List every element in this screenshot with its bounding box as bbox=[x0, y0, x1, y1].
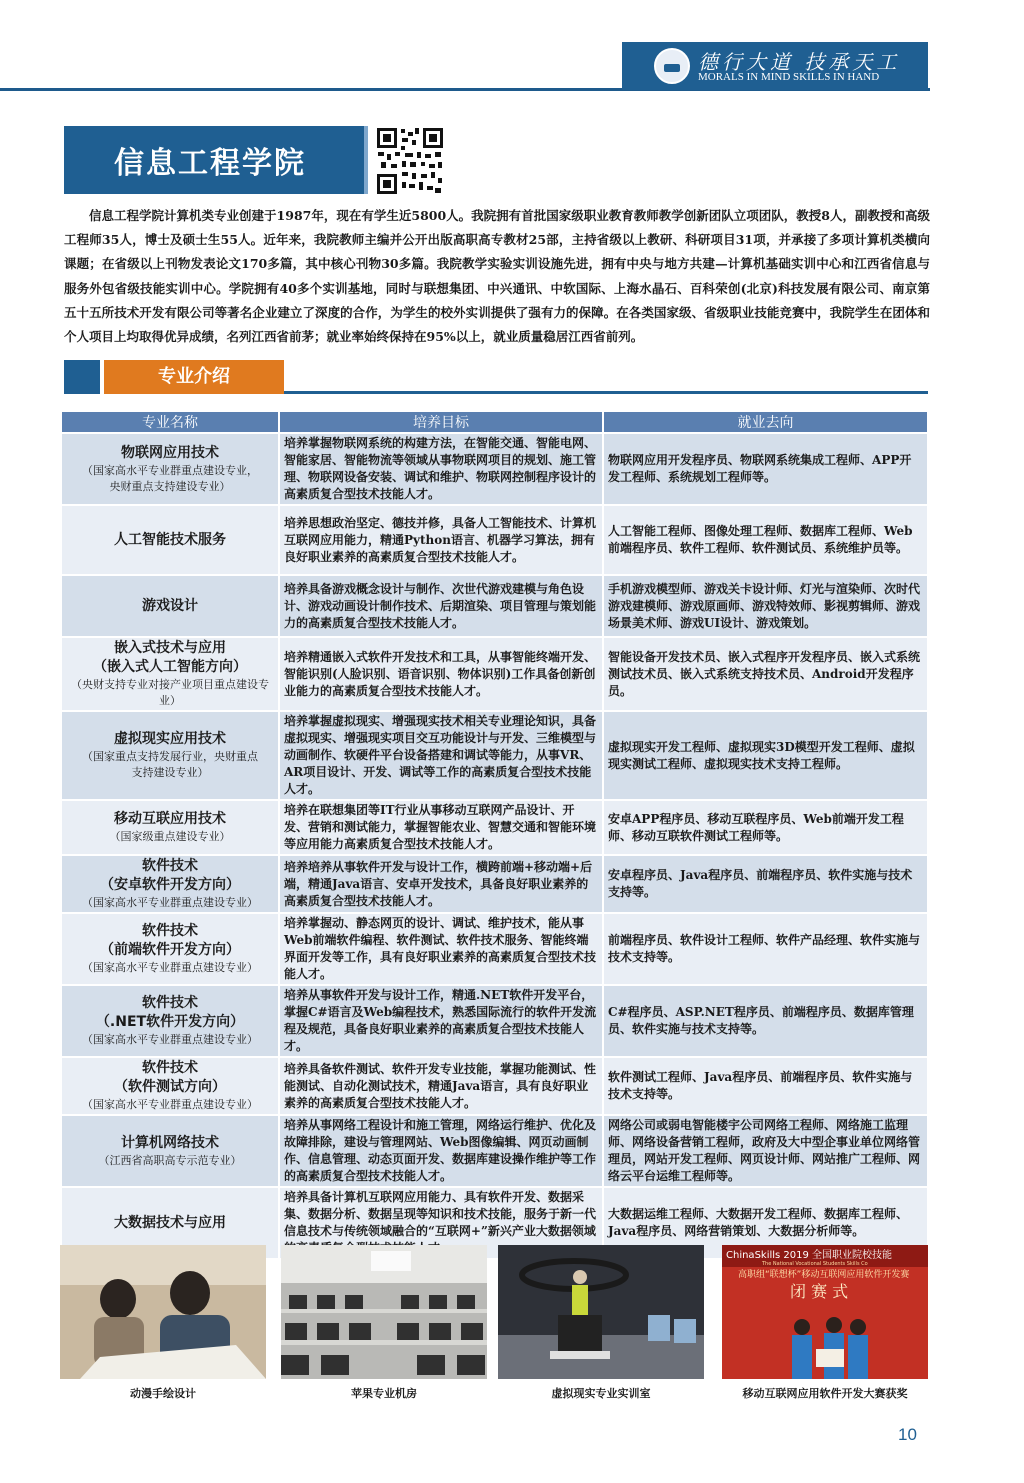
job-cell: 安卓程序员、Java程序员、前端程序员、软件实施与技术支持等。 bbox=[603, 855, 928, 913]
major-cell bbox=[61, 711, 279, 800]
job-cell: 网络公司或弱电智能楼宇公司网络工程师、网络施工监理师、网络设备营销工程师，政府及大中型企事业单位网络管理员，网站开发工程师、网页设计师、网站推广工程师、网络云平台运维工程师等。 bbox=[603, 1115, 928, 1187]
section-label: 专业介绍 bbox=[104, 360, 284, 394]
table-row bbox=[61, 1115, 928, 1187]
motto-chinese: 德行大道 技承天工 bbox=[698, 50, 901, 74]
goal-cell: 培养掌握虚拟现实、增强现实技术相关专业理论知识，具备虚拟现实、增强现实项目交互功能设计与开发、三维模型与动画制作、软硬件平台设备搭建和调试等能力，从事VR、AR项目设计、开发、调试等工作的高素质复合型技术技能人才。 bbox=[279, 711, 603, 800]
major-name: 游戏设计 bbox=[142, 597, 198, 614]
page-number: 10 bbox=[898, 1425, 917, 1444]
major-name: 嵌入式技术与应用 bbox=[114, 640, 226, 656]
goal-cell: 培养在联想集团等IT行业从事移动互联网产品设计、开发、营销和测试能力，掌握智能农业、智慧交通和智能环境等应用能力高素质复合型技术技能人才。 bbox=[279, 800, 603, 855]
table-row bbox=[61, 575, 928, 637]
major-cell bbox=[61, 575, 279, 637]
school-logo-icon bbox=[654, 48, 690, 84]
photo-contest-award bbox=[722, 1245, 928, 1379]
major-cell bbox=[61, 433, 279, 505]
major-direction: （前端软件开发方向） bbox=[100, 942, 240, 958]
job-cell: C#程序员、ASP.NET程序员、前端程序员、数据库管理员、软件实施与技术支持等。 bbox=[603, 985, 928, 1057]
job-cell: 手机游戏模型师、游戏关卡设计师、灯光与渲染师、次时代游戏建模师、游戏原画师、游戏特效师、影视剪辑师、游戏场景美术师、游戏UI设计、游戏策划。 bbox=[603, 575, 928, 637]
section-rule bbox=[284, 391, 928, 394]
majors-table bbox=[60, 410, 929, 1260]
job-cell: 前端程序员、软件设计工程师、软件产品经理、软件实施与技术支持等。 bbox=[603, 913, 928, 985]
page-title: 信息工程学院 bbox=[114, 146, 306, 181]
major-note: （国家重点支持发展行业，央财重点 bbox=[82, 750, 258, 763]
major-name: 计算机网络技术 bbox=[121, 1134, 219, 1151]
job-cell: 软件测试工程师、Java程序员、前端程序员、软件实施与技术支持等。 bbox=[603, 1057, 928, 1115]
table-row bbox=[61, 800, 928, 855]
major-note: 央财重点支持建设专业） bbox=[109, 479, 231, 493]
major-direction: （嵌入式人工智能方向） bbox=[93, 659, 247, 675]
major-name: 软件技术 bbox=[142, 858, 198, 874]
goal-cell: 培养具备计算机互联网应用能力、具有软件开发、数据采集、数据分析、数据呈现等知识和技术技能，服务于新一代信息技术与传统领域融合的“互联网+”新兴产业大数据领域 bbox=[279, 1187, 603, 1259]
goal-cell: 培养具备游戏概念设计与制作、次世代游戏建模与角色设计、游戏动画设计制作技术、后期渲染、项目管理与策划能力的高素质复合型技术技能人才。 bbox=[279, 575, 603, 637]
column-header-goal: 培养目标 bbox=[279, 411, 603, 433]
title-accent bbox=[364, 126, 368, 194]
job-cell: 安卓APP程序员、移动互联程序员、Web前端开发工程师、移动互联软件测试工程师等。 bbox=[603, 800, 928, 855]
contest-banner-sub: The National Vocational Students Skills Co bbox=[762, 1261, 868, 1267]
major-name: 人工智能技术服务 bbox=[114, 531, 226, 548]
goal-cell: 培养掌握动、静态网页的设计、调试、维护技术，能从事Web前端软件编程、软件测试、软件技术服务、智能终端界面开发等工作，具有良好职业素养的高素质复合型技术技能人才。 bbox=[279, 913, 603, 985]
major-name: 软件技术 bbox=[142, 923, 198, 939]
section-header bbox=[64, 360, 928, 394]
goal-cell: 培养从事网络工程设计和施工管理，网络运行维护、优化及故障排除，建设与管理网站、Web图像编辑、网页动画制作、信息管理、动态页面开发、数据库建设操作维护等工作的高素质复合型技术技能人才。 bbox=[279, 1115, 603, 1187]
major-note: （央财支持专业对接产业项目重点建设专业） bbox=[71, 678, 269, 707]
major-note: （国家高水平专业群重点建设专业， bbox=[82, 463, 258, 477]
major-cell bbox=[61, 985, 279, 1057]
major-cell bbox=[61, 1057, 279, 1115]
goal-cell: 培养精通嵌入式软件开发技术和工具，从事智能终端开发、智能识别(人脸识别、语音识别、物体识别)工作具备创新创业能力的高素质复合型技术技能人才。 bbox=[279, 637, 603, 711]
major-cell bbox=[61, 505, 279, 575]
table-row bbox=[61, 1057, 928, 1115]
section-marker bbox=[64, 360, 100, 394]
major-name: 移动互联应用技术 bbox=[114, 811, 226, 827]
qr-code-icon bbox=[375, 126, 445, 196]
table-row bbox=[61, 505, 928, 575]
contest-title: 高职组“联想杯”移动互联网应用软件开发赛 bbox=[738, 1270, 910, 1280]
photo-mac-lab bbox=[281, 1245, 487, 1379]
column-header-name: 专业名称 bbox=[61, 411, 279, 433]
major-direction: （.NET软件开发方向） bbox=[95, 1014, 245, 1030]
photo-drawing-class bbox=[60, 1245, 266, 1379]
major-note: （国家高水平专业群重点建设专业） bbox=[82, 1033, 258, 1046]
major-note: （国家高水平专业群重点建设专业） bbox=[82, 896, 258, 909]
job-cell: 大数据运维工程师、大数据开发工程师、数据库工程师、Java程序员、网络营销策划、大数据分析师等。 bbox=[603, 1187, 928, 1259]
goal-cell: 培养掌握物联网系统的构建方法，在智能交通、智能电网、智能家居、智能物流等领域从事物联网项目的规划、施工管理、物联网设备安装、调试和维护、物联网控制程序设计的高素质复合型技术技能人才。 bbox=[279, 433, 603, 505]
contest-closing: 闭 赛 式 bbox=[790, 1282, 849, 1301]
major-cell bbox=[61, 800, 279, 855]
job-cell: 人工智能工程师、图像处理工程师、数据库工程师、Web前端程序员、软件工程师、软件测试员、系统维护员等。 bbox=[603, 505, 928, 575]
major-name: 软件技术 bbox=[142, 995, 198, 1011]
major-name: 虚拟现实应用技术 bbox=[114, 731, 226, 747]
job-cell: 智能设备开发技术员、嵌入式程序开发程序员、嵌入式系统测试技术员、嵌入式系统支持技术员、Android开发程序员。 bbox=[603, 637, 928, 711]
table-row bbox=[61, 913, 928, 985]
table-row bbox=[61, 711, 928, 800]
photo-caption: 虚拟现实专业实训室 bbox=[551, 1387, 651, 1400]
major-note: （国家高水平专业群重点建设专业） bbox=[82, 1098, 258, 1111]
job-cell: 虚拟现实开发工程师、虚拟现实3D模型开发工程师、虚拟现实测试工程师、虚拟现实技术支持工程师。 bbox=[603, 711, 928, 800]
goal-cell: 培养思想政治坚定、德技并修，具备人工智能技术、计算机互联网应用能力，精通Python语言、机器学习算法，拥有良好职业素养的高素质复合型技术技能人才。 bbox=[279, 505, 603, 575]
major-name: 大数据技术与应用 bbox=[114, 1214, 226, 1231]
column-header-job: 就业去向 bbox=[603, 411, 928, 433]
table-row bbox=[61, 855, 928, 913]
goal-cell: 培养培养从事软件开发与设计工作，横跨前端+移动端+后端，精通Java语言、安卓开发技术，具备良好职业素养的高素质复合型技术技能人才。 bbox=[279, 855, 603, 913]
header-band bbox=[622, 42, 928, 90]
major-cell bbox=[61, 637, 279, 711]
major-direction: （软件测试方向） bbox=[114, 1079, 226, 1095]
major-name: 物联网应用技术 bbox=[121, 444, 219, 461]
major-note: （国家高水平专业群重点建设专业） bbox=[82, 961, 258, 974]
major-note: 支持建设专业） bbox=[131, 766, 209, 779]
table-row bbox=[61, 985, 928, 1057]
major-cell bbox=[61, 855, 279, 913]
photo-caption: 苹果专业机房 bbox=[351, 1387, 417, 1400]
photo-strip bbox=[60, 1245, 928, 1405]
job-cell: 物联网应用开发程序员、物联网系统集成工程师、APP开发工程师、系统规划工程师等。 bbox=[603, 433, 928, 505]
major-cell bbox=[61, 1115, 279, 1187]
table-row bbox=[61, 637, 928, 711]
major-direction: （安卓软件开发方向） bbox=[100, 877, 240, 893]
photo-vr-lab bbox=[498, 1245, 704, 1379]
motto-english: MORALS IN MIND SKILLS IN HAND bbox=[698, 71, 880, 83]
major-note: （江西省高职高专示范专业） bbox=[98, 1153, 242, 1167]
table-row bbox=[61, 433, 928, 505]
college-intro: 信息工程学院计算机类专业创建于1987年，现在有学生近5800人。我院拥有首批国家级职业教育教师教学创新团队立项团队，教授8人，副教授和高级工程师35人，博士及硕士生55人。近年来，我院教师主编并公开出版高职高专教材25部，主持省级以上教研、科研项目31项，并承接了多项计算机类横向课题；在省级以上刊物发表论文170多篇，其中核心刊物30多篇。我院教学实验实训设施先进，拥有中央与地方共建—计算机基础实训中心和江西省信息与服务外包省级技能实训中心。学院拥有40多个实训基地，同时与联想集团、中兴通讯、中软国际、上海水晶石、百科荣创(北京)科技发展有限公司、南京第五十五所技术开发有限公司等著名企业建立了深度的合作，为学生的校外实训提供了强有力的保障。在各类国家级、省级职业技能竞赛中，我院学生在团体和个人项目上均取得优异成绩，名列江西省前茅；就业率始终保持在95%以上，就业质量稳居江西省前列。 bbox=[64, 208, 930, 345]
contest-banner: ChinaSkills 2019 全国职业院校技能 bbox=[726, 1250, 893, 1261]
photo-caption: 动漫手绘设计 bbox=[130, 1387, 196, 1400]
table-header-row bbox=[61, 411, 928, 433]
qr-code-graphic bbox=[375, 126, 445, 196]
major-cell bbox=[61, 913, 279, 985]
goal-cell: 培养具备软件测试、软件开发专业技能，掌握功能测试、性能测试、自动化测试技术，精通Java语言，具有良好职业素养的高素质复合型技术技能人才。 bbox=[279, 1057, 603, 1115]
major-note: （国家级重点建设专业） bbox=[109, 830, 231, 843]
major-name: 软件技术 bbox=[142, 1060, 198, 1076]
photo-caption: 移动互联网应用软件开发大赛获奖 bbox=[742, 1387, 908, 1400]
goal-cell: 培养从事软件开发与设计工作，精通.NET软件开发平台，掌握C#语言及Web编程技术，熟悉国际流行的软件开发流程及规范，具备良好职业素养的高素质复合型技术技能人才。 bbox=[279, 985, 603, 1057]
